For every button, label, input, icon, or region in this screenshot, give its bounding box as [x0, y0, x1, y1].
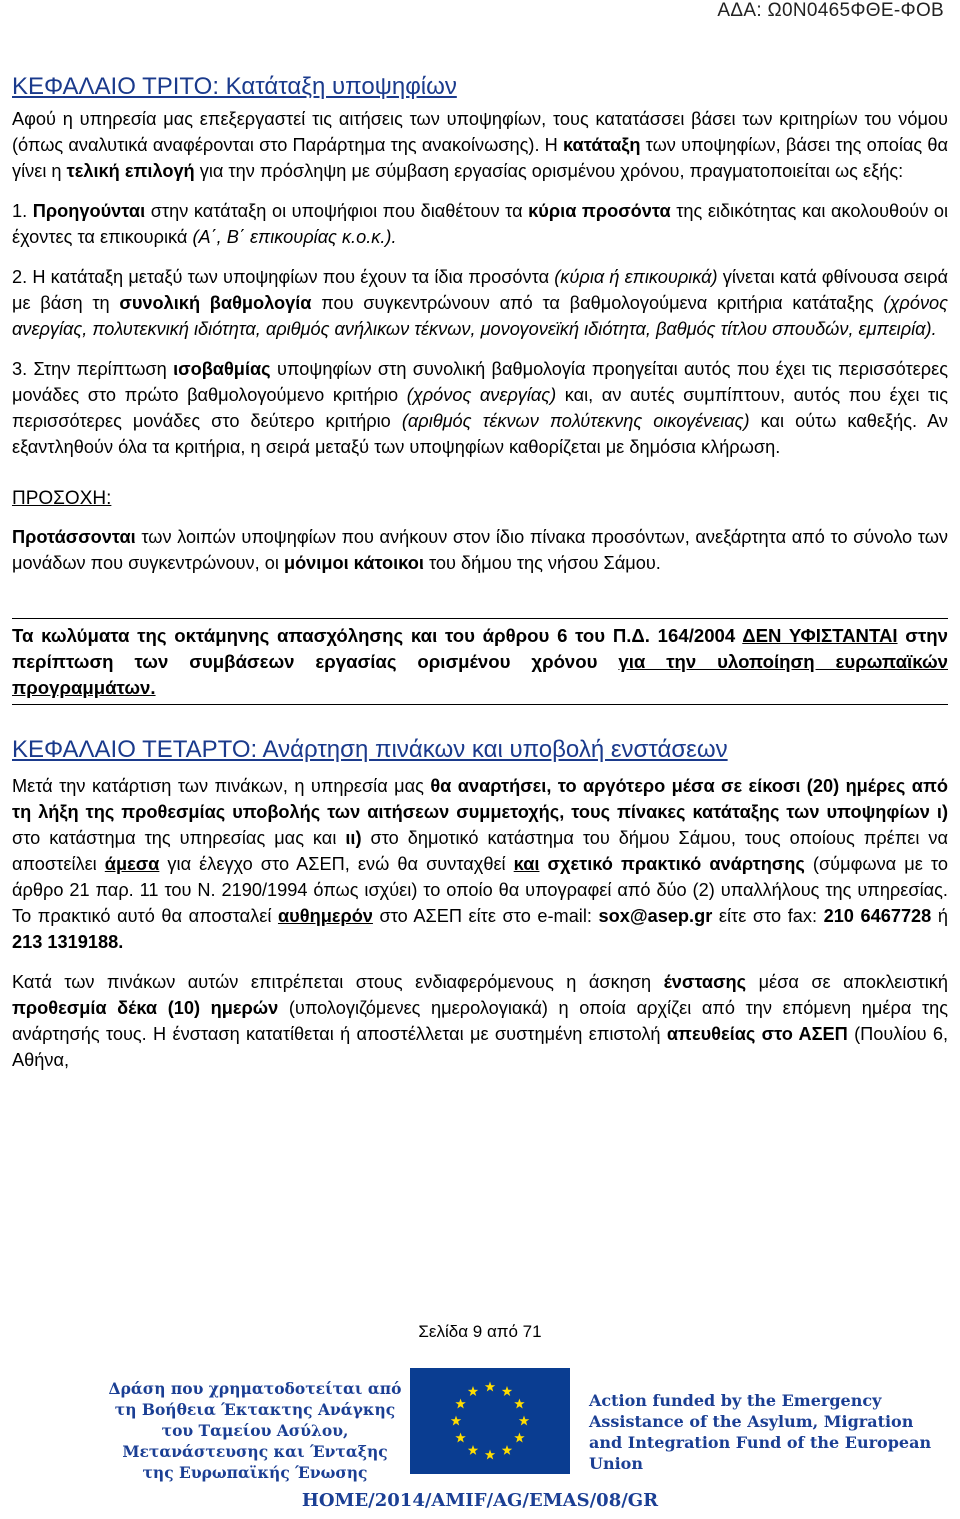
grant-code: HOME/2014/AMIF/AG/EMAS/08/GR	[301, 1490, 659, 1511]
p1-text-o: είτε στο fax:	[712, 906, 824, 926]
p1-text-m: στο ΑΣΕΠ είτε στο e-mail:	[372, 906, 599, 926]
item2-text-c: γίνεται κατά φθίνουσα σειρά με βάση τη	[12, 267, 948, 313]
p1-bold-f: άμεσα	[104, 854, 160, 874]
p2-text-a: Κατά των πινάκων αυτών επιτρέπεται στους ενδιαφερόμενους η άσκηση	[12, 972, 664, 992]
p2-bold-f: απευθείας στο ΑΣΕΠ	[666, 1024, 848, 1044]
attention-text-d: του δήμου της νήσου Σάμου.	[423, 553, 661, 573]
ranking-item-2	[12, 264, 948, 342]
p2-text-c: μέσα σε αποκλειστική	[746, 972, 948, 992]
p2-bold-d: προθεσμία δέκα (10) ημερών	[12, 998, 279, 1018]
intro-bold-katataxi: κατάταξη	[562, 135, 641, 155]
p1-text-e: στο δημοτικό κατάστημα του δήμου Σάμου, τους οποίους πρέπει να αποστείλει	[12, 828, 948, 874]
funding-text-greek: Δράση που χρηματοδοτείται από τη Βοήθεια Έκτακτης Ανάγκης του Ταμείου Ασύλου, Μετανάστευσης και Ένταξης της Ευρωπαϊκής Ένωσης	[108, 1379, 402, 1482]
intro-text-c: των υποψηφίων, βάσει της οποίας θα γίνει η	[12, 135, 949, 181]
ranking-item-3	[12, 356, 948, 460]
item3-bold-b: ισοβαθμίας	[173, 359, 271, 379]
p1-bold-d: ιι)	[345, 828, 362, 848]
obstacles-underlined-b: ΔΕΝ ΥΦΙΣΤΑΝΤΑΙ	[742, 625, 898, 646]
page-number: Σελίδα 9 από 71	[418, 1322, 542, 1341]
p2-bold-b: ένστασης	[663, 972, 747, 992]
intro-text-a: Αφού η υπηρεσία μας επεξεργαστεί τις αιτήσεις των υποψηφίων, τους κατατάσσει βάσει των κριτηρίων του νόμου (όπως αναλυτικά αναφέρονται στο Παράρτημα της ανακοίνωσης). Η	[12, 109, 948, 155]
item3-text-e: και, αν αυτές συμπίπτουν, αυτός που έχει τις περισσότερες μονάδες στο δεύτερο κριτήριο	[12, 385, 948, 431]
item2-bold-d: συνολική βαθμολογία	[119, 293, 312, 313]
chapter-3-title: ΚΕΦΑΛΑΙΟ ΤΡΙΤΟ: Κατάταξη υποψηφίων	[12, 73, 457, 100]
p1-text-q: ή	[931, 906, 948, 926]
item3-text-a: Στην περίπτωση	[33, 359, 174, 379]
obstacles-text	[12, 623, 948, 701]
item2-italic-f: (χρόνος ανεργίας, πολυτεκνική ιδιότητα, αριθμός ανήλικων τέκνων, μονογονεϊκή ιδιότητα, βαθμός τίτλου σπουδών, εμπειρία).	[12, 293, 948, 339]
chapter-4-title: ΚΕΦΑΛΑΙΟ ΤΕΤΑΡΤΟ: Ανάρτηση πινάκων και υποβολή ενστάσεων	[12, 736, 728, 763]
item1-text-b: στην κατάταξη οι υποψήφιοι που διαθέτουν τα	[145, 201, 529, 221]
obstacles-box	[12, 618, 948, 705]
p1-bold-j: σχετικό πρακτικό ανάρτησης	[547, 854, 805, 874]
obstacles-text-a: Τα κωλύματα της οκτάμηνης απασχόλησης και του άρθρου 6 του Π.Δ. 164/2004	[12, 625, 743, 646]
attention-bold-a: Προτάσσονται	[12, 527, 136, 547]
item3-text-c: υποψηφίων στη συνολική βαθμολογία προηγείται αυτός που έχει τις περισσότερες μονάδες στο πρώτο βαθμολογούμενο κριτήριο	[12, 359, 949, 405]
item2-text-e: που συγκεντρώνουν από τα βαθμολογούμενα κριτήρια κατάταξης	[311, 293, 884, 313]
item1-bold-c: κύρια προσόντα	[528, 201, 671, 221]
p1-text-i	[539, 854, 547, 874]
obstacles-underlined-d: για την υλοποίηση ευρωπαϊκών προγραμμάτων.	[12, 651, 948, 698]
p1-bold-h: και	[513, 854, 540, 874]
attention-paragraph	[12, 524, 948, 576]
fax-number-1: 210 6467728	[823, 906, 932, 926]
item3-italic-f: (αριθμός τέκνων πολύτεκνης οικογένειας)	[401, 411, 750, 431]
item-number: 1.	[12, 201, 28, 221]
item1-bold-a: Προηγούνται	[32, 201, 146, 221]
intro-bold-teliki: τελική επιλογή	[66, 161, 195, 181]
item-number: 2.	[12, 267, 28, 287]
funding-text-english: Action funded by the Emergency Assistance of the Asylum, Migration and Integration Fund of the European Union	[589, 1391, 932, 1473]
p1-text-a: Μετά την κατάρτιση των πινάκων, η υπηρεσία μας	[12, 776, 431, 796]
p1-text-k: (σύμφωνα με το άρθρο 21 παρ. 11 του Ν. 2190/1994 όπως ισχύει) το οποίο θα υπογραφεί από δύο (2) υπαλλήλους της υπηρεσίας. Το πρακτικό αυτό θα αποσταλεί	[12, 854, 948, 926]
intro-text-e: για την πρόσληψη με σύμβαση εργασίας ορισμένου χρόνου, πραγματοποιείται ως εξής:	[194, 161, 904, 181]
p2-text-e: (υπολογιζόμενες ημερολογιακά) η οποία αρχίζει από την επόμενη ημέρα της ανάρτησής τους. Η ένσταση κατατίθεται ή αποστέλλεται με συστημένη επιστολή	[12, 998, 948, 1044]
attention-bold-c: μόνιμοι κάτοικοι	[283, 553, 424, 573]
ranking-item-1	[12, 198, 948, 250]
fax-number-2: 213 1319188.	[12, 932, 124, 952]
attention-title: ΠΡΟΣΟΧΗ:	[12, 488, 112, 509]
p1-bold-b: θα αναρτήσει, το αργότερο μέσα σε είκοσι (20) ημέρες από τη λήξη της προθεσμίας υποβολής των αιτήσεων συμμετοχής, τους πίνακες κατάταξης των υποψηφίων ι)	[12, 776, 948, 822]
ada-code: ΑΔΑ: Ω0Ν0465ΦΘΕ-ΦΟΒ	[717, 0, 944, 21]
item1-italic-e: (Α΄, Β΄ επικουρίας κ.ο.κ.).	[192, 227, 397, 247]
email-address: sox@asep.gr	[598, 906, 713, 926]
item-number: 3.	[12, 359, 28, 379]
attention-text-b: των λοιπών υποψηφίων που ανήκουν στον ίδιο πίνακα προσόντων, ανεξάρτητα από το σύνολο των μονάδων που συγκεντρώνουν, οι	[12, 527, 948, 573]
item3-italic-d: (χρόνος ανεργίας)	[406, 385, 557, 405]
p1-bold-l: αυθημερόν	[277, 906, 373, 926]
chapter-4-paragraph-2	[12, 969, 948, 1073]
item2-italic-b: (κύρια ή επικουρικά)	[554, 267, 718, 287]
p1-text-g: για έλεγχο στο ΑΣΕΠ, ενώ θα συνταχθεί	[159, 854, 514, 874]
eu-flag-logo	[410, 1368, 570, 1474]
p1-text-c: στο κατάστημα της υπηρεσίας μας και	[12, 828, 346, 848]
item1-text-d: της ειδικότητας και ακολουθούν οι έχοντες τα επικουρικά	[12, 201, 949, 247]
obstacles-text-c: στην περίπτωση των συμβάσεων εργασίας ορισμένου χρόνου	[12, 625, 948, 672]
item3-text-g: και ούτω καθεξής. Αν εξαντληθούν όλα τα κριτήρια, η σειρά μεταξύ των υποψηφίων καθορίζεται με δημόσια κλήρωση.	[12, 411, 949, 457]
item2-text-a: Η κατάταξη μεταξύ των υποψηφίων που έχουν τα ίδια προσόντα	[32, 267, 555, 287]
chapter-3-intro	[12, 106, 948, 184]
chapter-4-paragraph-1	[12, 773, 948, 955]
p2-text-g: (Πουλίου 6, Αθήνα,	[12, 1024, 948, 1070]
document-body	[12, 72, 948, 1073]
